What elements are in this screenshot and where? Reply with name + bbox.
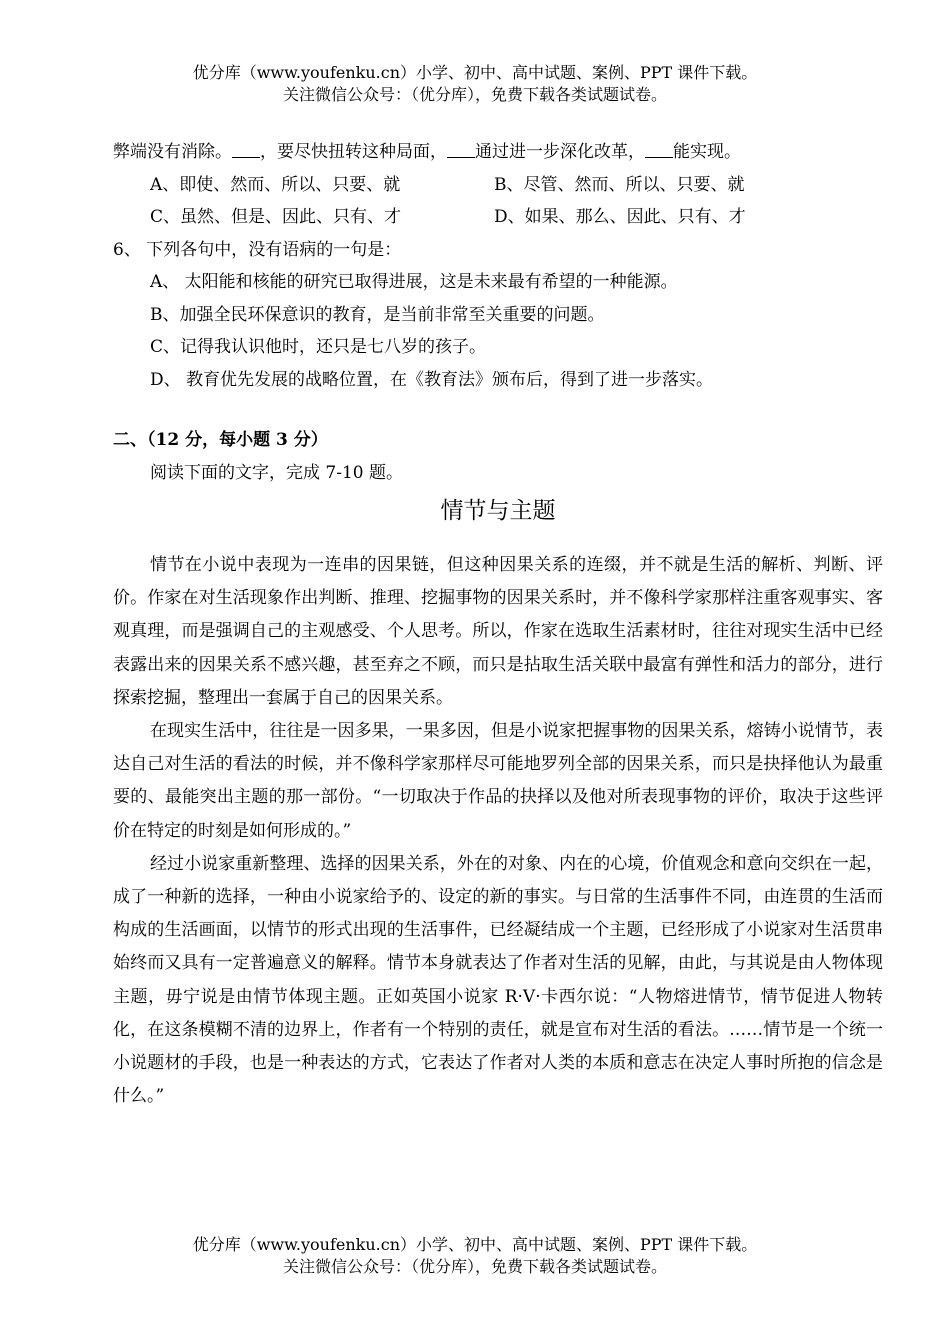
q5-options-row-1 — [113, 169, 883, 202]
article-paragraph-3: 经过小说家重新整理、选择的因果关系，外在的对象、内在的心境，价值观念和意向交织在一起，成了一种新的选择，一种由小说家给予的、设定的新的事实。与日常的生活事件不同，由连贯的生活而构成的生活画面，以情节的形式出现的生活事件，已经凝结成一个主题，已经形成了小说家对生活贯串始终而又具有一定普遍意义的解释。情节本身就表达了作者对生活的见解，由此，与其说是由人物体现主题，毋宁说是由情节体现主题。正如英国小说家 R·V·卡西尔说：“人物熔进情节，情节促进人物转化，在这条模糊不清的边界上，作者有一个特别的责任，就是宣布对生活的看法。……情节是一个统一小说题材的手段，也是一种表达的方式，它表达了作者对人类的本质和意志在决定人事时所抱的信念是什么。” — [113, 853, 883, 1107]
q5-options-row-2 — [113, 201, 883, 234]
q5-blank-3 — [645, 141, 673, 158]
q6-option-d: D、 教育优先发展的战略位置，在《教育法》颁布后，得到了进一步落实。 — [150, 369, 714, 390]
header-line-1: 优分库（www.youfenku.cn）小学、初中、高中试题、案例、PPT 课件下载。 — [192, 63, 758, 82]
article-title: 情节与主题 — [440, 498, 556, 524]
q5-text-4: 能实现。 — [673, 142, 741, 162]
article-paragraph-2: 在现实生活中，往往是一因多果，一果多因，但是小说家把握事物的因果关系，熔铸小说情节，表达自己对生活的看法的时候，并不像科学家那样尽可能地罗列全部的因果关系，而只是抉择他认为最重要的、最能突出主题的那一部份。“一切取决于作品的抉择以及他对所表现事物的评价，取决于这些评价在特定的时刻是如何形成的。” — [113, 721, 883, 841]
section-2-instruction: 阅读下面的文字，完成 7-10 题。 — [150, 462, 403, 483]
q5-text-3: 通过进一步深化改革， — [475, 142, 645, 162]
q5-blank-2 — [447, 141, 475, 158]
footer-line-1: 优分库（www.youfenku.cn）小学、初中、高中试题、案例、PPT 课件下载。 — [192, 1235, 758, 1254]
q6-option-c: C、记得我认识他时，还只是七八岁的孩子。 — [150, 337, 487, 357]
q5-option-b: B、尽管、然而、所以、只要、就 — [494, 174, 745, 195]
q5-option-d: D、如果、那么、因此、只有、才 — [494, 207, 746, 227]
q5-option-c: C、虽然、但是、因此、只有、才 — [150, 207, 402, 227]
page-header — [0, 62, 950, 106]
q5-option-a: A、即使、然而、所以、只要、就 — [150, 174, 401, 195]
q6-option-b: B、加强全民环保意识的教育，是当前非常至关重要的问题。 — [150, 304, 605, 325]
question-6-stem: 6、 下列各句中，没有语病的一句是： — [113, 239, 402, 260]
page-footer — [0, 1234, 950, 1278]
section-2-title: 二、（12 分，每小题 3 分） — [113, 430, 328, 450]
q5-text-2: ，要尽快扭转这种局面， — [260, 142, 447, 162]
article-paragraph-1: 情节在小说中表现为一连串的因果链，但这种因果关系的连缀，并不就是生活的解析、判断、评价。作家在对生活现象作出判断、推理、挖掘事物的因果关系时，并不像科学家那样注重客观事实、客观真理，而是强调自己的主观感受、个人思考。所以，作家在选取生活素材时，往往对现实生活中已经表露出来的因果关系不感兴趣，甚至弃之不顾，而只是拈取生活关联中最富有弹性和活力的部分，进行探索挖掘，整理出一套属于自己的因果关系。 — [113, 555, 883, 708]
page-content — [113, 136, 883, 1113]
q6-option-a: A、 太阳能和核能的研究已取得进展，这是未来最有希望的一种能源。 — [150, 272, 678, 292]
footer-line-2: 关注微信公众号：（优分库），免费下载各类试题试卷。 — [282, 1257, 667, 1276]
question-5-continuation — [113, 136, 883, 169]
header-line-2: 关注微信公众号：（优分库），免费下载各类试题试卷。 — [282, 85, 667, 104]
q5-blank-1 — [232, 141, 260, 158]
q5-text-1: 弊端没有消除。 — [113, 142, 232, 162]
